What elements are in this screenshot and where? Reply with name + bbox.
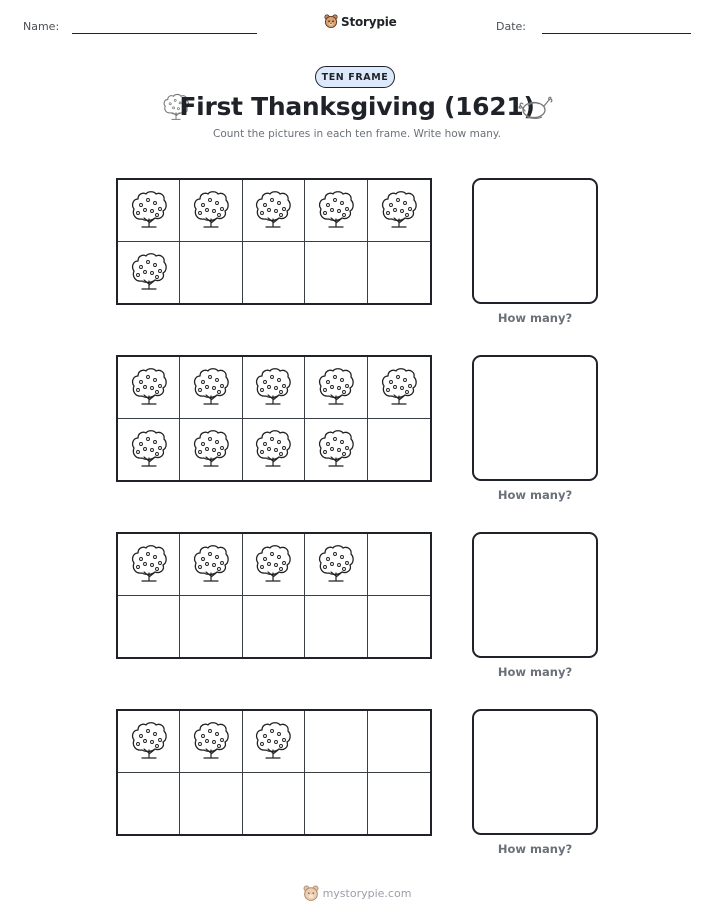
name-line[interactable] — [72, 33, 257, 34]
tree-icon — [129, 252, 169, 292]
ten-frame-cell — [118, 596, 180, 658]
instructions: Count the pictures in each ten frame. Write how many. — [213, 128, 501, 140]
how-many-label: How many? — [497, 488, 573, 502]
ten-frame — [116, 532, 432, 659]
footer-url[interactable]: mystorypie.com — [322, 887, 412, 900]
date-label: Date: — [496, 20, 526, 33]
tree-icon — [253, 367, 293, 407]
ten-frame-cell — [118, 534, 180, 596]
ten-frame-cell — [305, 357, 367, 419]
answer-box[interactable] — [472, 709, 598, 835]
answer-box[interactable] — [472, 532, 598, 658]
ten-frame-cell — [368, 711, 430, 773]
ten-frame-cell — [118, 419, 180, 481]
page-title: First Thanksgiving (1621) — [179, 92, 535, 121]
ten-frame-cell — [118, 773, 180, 835]
tree-icon — [253, 190, 293, 230]
tree-icon — [129, 544, 169, 584]
answer-box[interactable] — [472, 355, 598, 481]
tree-icon — [191, 429, 231, 469]
ten-frame-cell — [243, 534, 305, 596]
footer — [0, 885, 714, 902]
ten-frame-cell — [118, 180, 180, 242]
ten-frame-cell — [305, 773, 367, 835]
ten-frame-cell — [243, 773, 305, 835]
ten-frame-cell — [180, 773, 242, 835]
ten-frame-cell — [180, 596, 242, 658]
brand-name: Storypie — [341, 14, 397, 29]
ten-frame-cell — [368, 242, 430, 304]
ten-frame-cell — [368, 357, 430, 419]
how-many-label: How many? — [497, 311, 573, 325]
ten-frame-cell — [305, 596, 367, 658]
ten-frame-cell — [243, 596, 305, 658]
tree-icon — [253, 721, 293, 761]
ten-frame-cell — [180, 242, 242, 304]
ten-frame — [116, 355, 432, 482]
tree-icon — [191, 544, 231, 584]
ten-frame-cell — [118, 711, 180, 773]
date-line[interactable] — [542, 33, 691, 34]
tree-icon — [316, 190, 356, 230]
ten-frame-cell — [118, 242, 180, 304]
ten-frame-cell — [180, 711, 242, 773]
tree-icon — [191, 367, 231, 407]
name-label: Name: — [23, 20, 60, 33]
tree-icon — [191, 190, 231, 230]
ten-frame-cell — [305, 711, 367, 773]
ten-frame-cell — [180, 419, 242, 481]
ten-frame-cell — [243, 419, 305, 481]
ten-frame-cell — [368, 534, 430, 596]
tree-icon — [191, 721, 231, 761]
ten-frame-cell — [305, 180, 367, 242]
ten-frame-cell — [305, 242, 367, 304]
brand — [324, 14, 397, 29]
ten-frame-cell — [368, 773, 430, 835]
ten-frame-cell — [368, 596, 430, 658]
tree-icon — [129, 721, 169, 761]
turkey-icon — [518, 89, 554, 123]
tree-icon — [129, 190, 169, 230]
tree-icon — [379, 367, 419, 407]
tree-icon — [379, 190, 419, 230]
ten-frame-badge: TEN FRAME — [315, 66, 395, 88]
ten-frame-cell — [180, 534, 242, 596]
tree-icon — [129, 367, 169, 407]
tree-icon — [316, 544, 356, 584]
ten-frame-cell — [305, 534, 367, 596]
ten-frame-cell — [243, 242, 305, 304]
answer-box[interactable] — [472, 178, 598, 304]
tree-icon — [129, 429, 169, 469]
tree-icon — [316, 367, 356, 407]
ten-frame-cell — [368, 180, 430, 242]
ten-frame-cell — [180, 180, 242, 242]
bear-icon — [324, 14, 338, 29]
how-many-label: How many? — [497, 842, 573, 856]
ten-frame-cell — [118, 357, 180, 419]
how-many-label: How many? — [497, 665, 573, 679]
tree-icon — [253, 429, 293, 469]
ten-frame-cell — [243, 711, 305, 773]
ten-frame-cell — [243, 357, 305, 419]
bear-icon — [303, 885, 319, 902]
ten-frame-cell — [243, 180, 305, 242]
ten-frame — [116, 709, 432, 836]
tree-icon — [316, 429, 356, 469]
ten-frame-cell — [180, 357, 242, 419]
ten-frame — [116, 178, 432, 305]
ten-frame-cell — [368, 419, 430, 481]
ten-frame-cell — [305, 419, 367, 481]
tree-icon — [253, 544, 293, 584]
